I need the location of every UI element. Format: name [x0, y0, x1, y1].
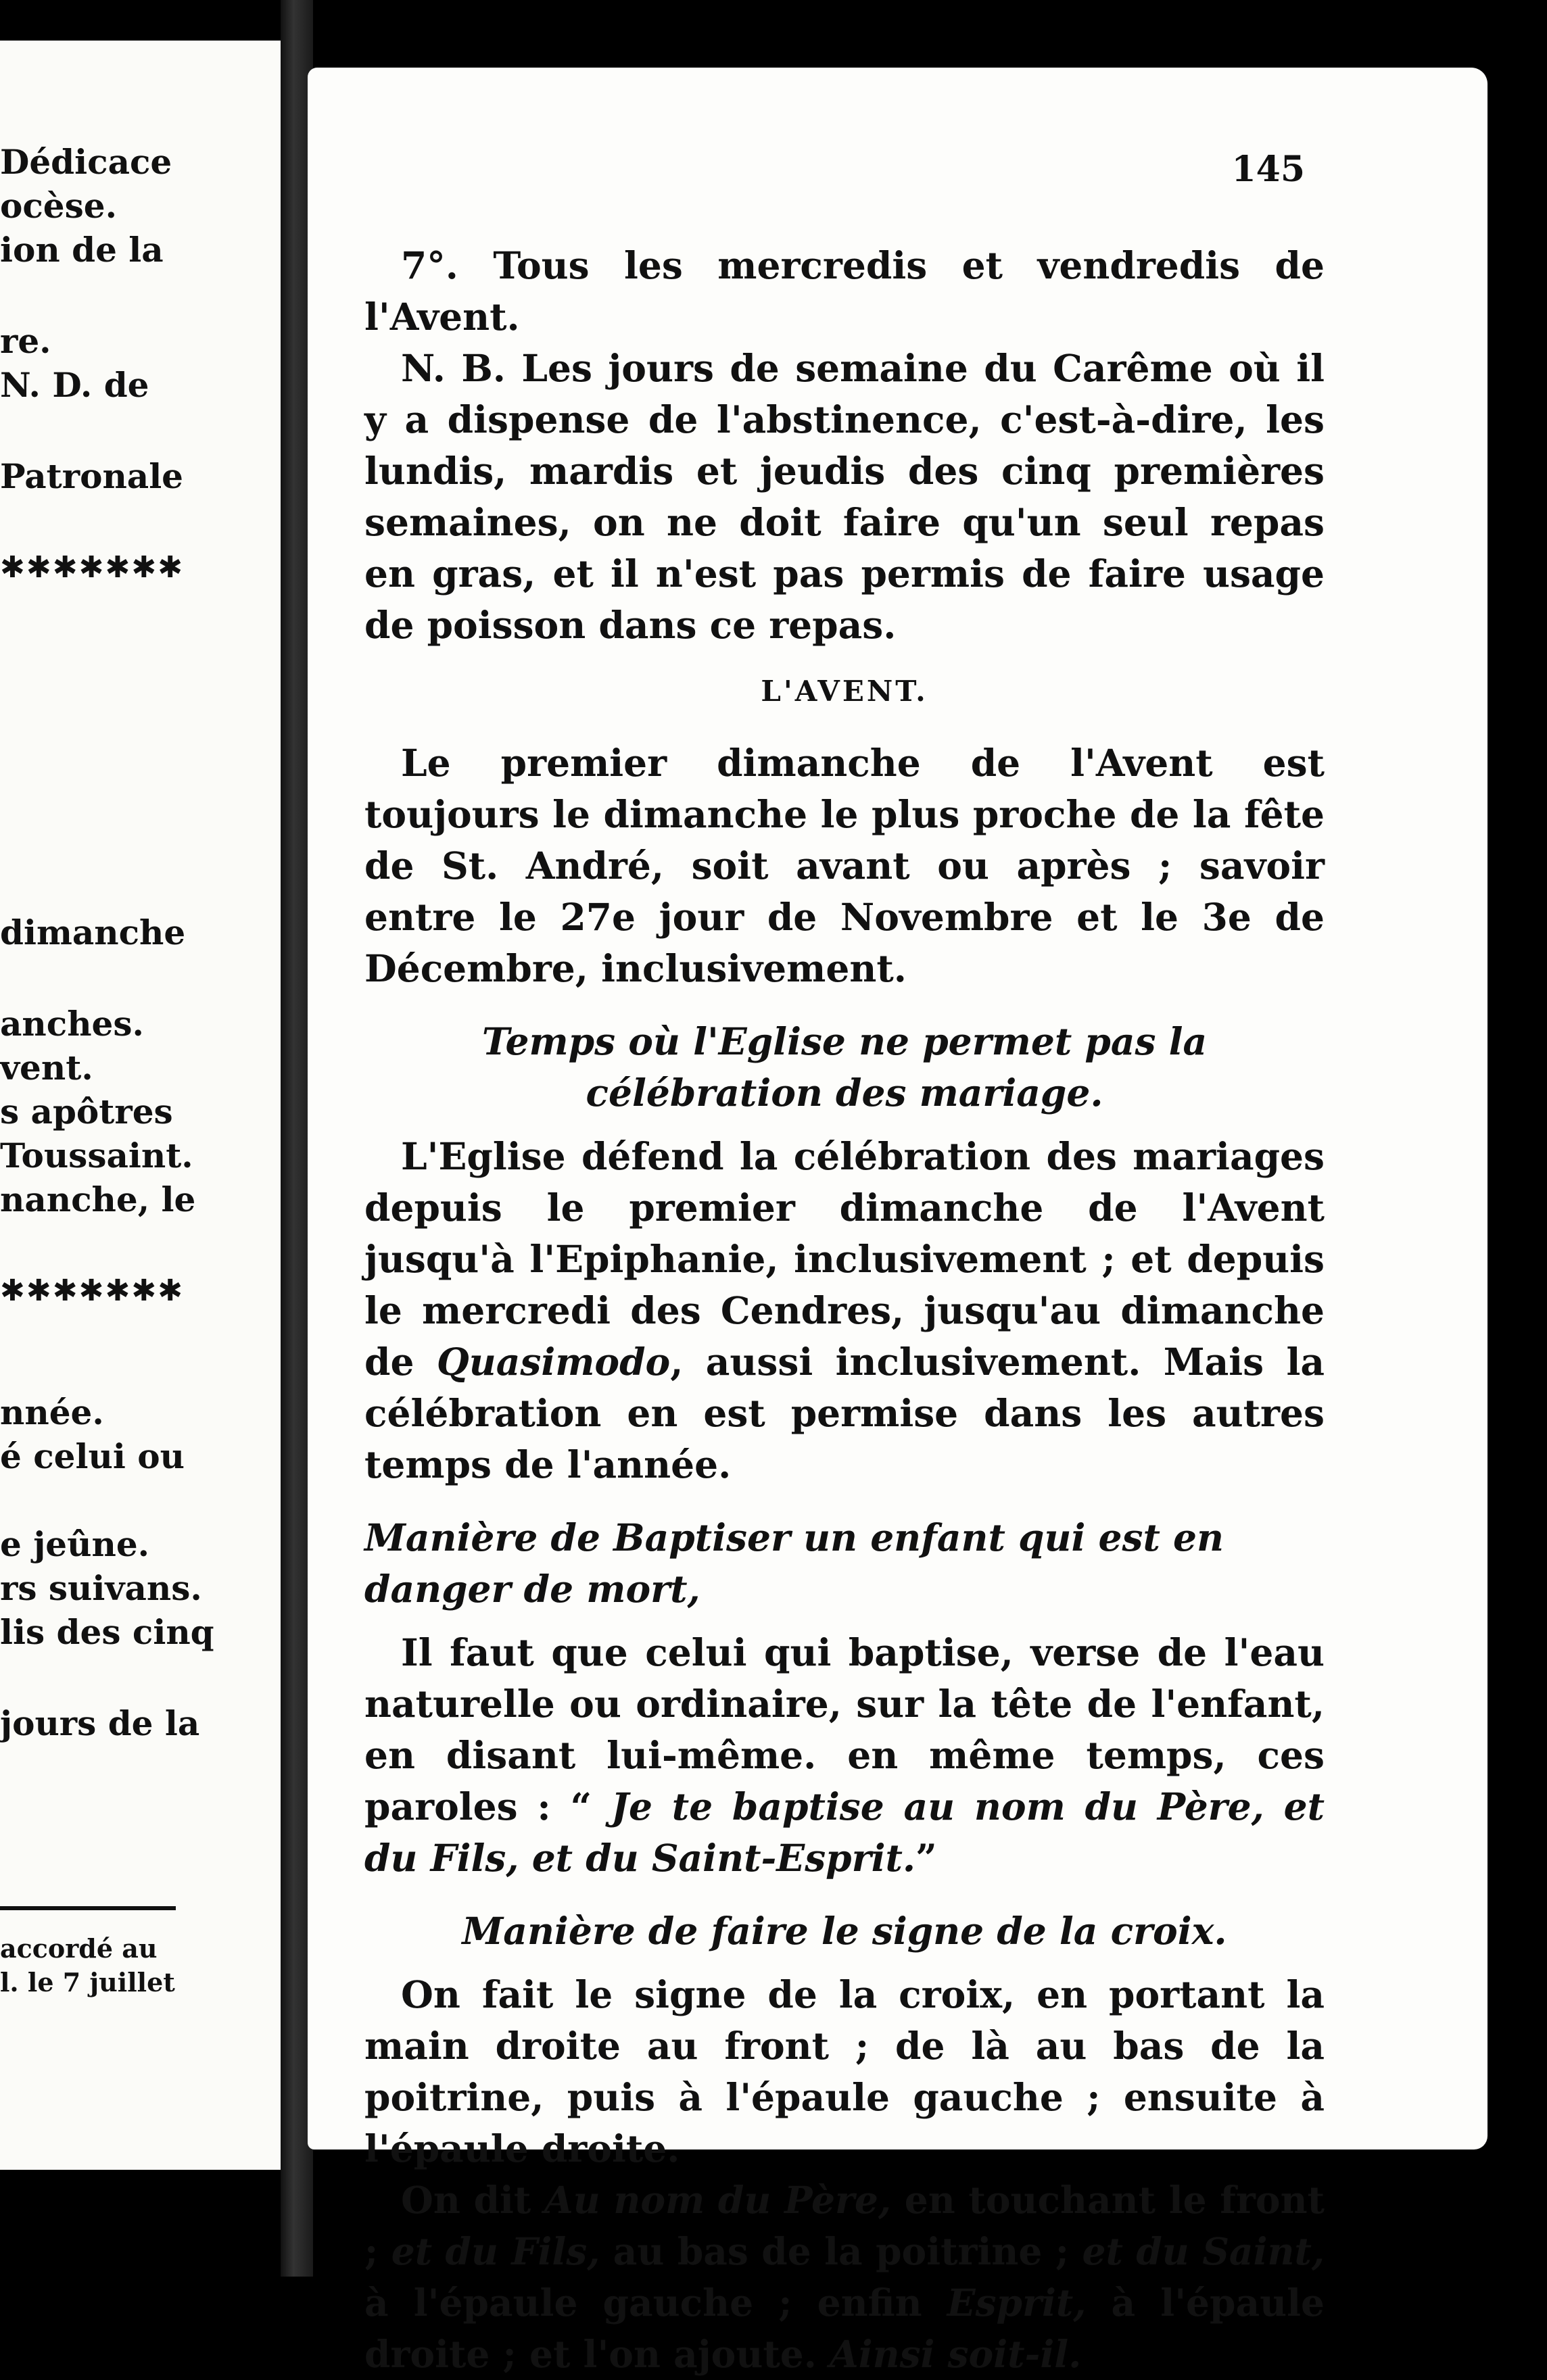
item-7-paragraph: 7°. Tous les mercredis et vendredis de l'Avent. [364, 243, 1325, 339]
left-page-line: ocèse. [0, 186, 117, 226]
baptiser-text: Il faut que celui qui baptise, verse de l'eau naturelle ou ordinaire, sur la tête de l'enfant, en disant lui-même. en même temps, ces paroles : “ [364, 1630, 1325, 1828]
left-page-line: lis des cinq [0, 1612, 214, 1652]
croix-italic: Au nom du Père, [544, 2178, 892, 2222]
croix-italic: et du Saint, [1082, 2229, 1325, 2273]
croix-heading: Manière de faire le signe de la croix. [462, 1909, 1227, 1953]
baptism-formula: Je te baptise au nom du Père, et du Fils, et du Saint-Esprit. [364, 1784, 1325, 1880]
avent-paragraph: Le premier dimanche de l'Avent est toujours le dimanche le plus proche de la fête de St. André, soit avant ou après ; savoir entre le 27e jour de Novembre et le 3e de Décembre, inclusivement. [364, 741, 1325, 990]
left-page-line: anches. [0, 1004, 144, 1044]
left-page-line: vent. [0, 1048, 93, 1088]
left-page-line: é celui ou [0, 1436, 185, 1476]
left-page-line: s apôtres [0, 1092, 173, 1132]
left-page-line: nanche, le [0, 1180, 196, 1219]
quasimodo-italic: Quasimodo [436, 1340, 671, 1384]
left-page-line: rs suivans. [0, 1568, 202, 1608]
left-page-line: Toussaint. [0, 1136, 193, 1175]
page-number: 145 [1231, 149, 1305, 190]
croix-italic: Esprit, [947, 2281, 1087, 2325]
mariage-text: , aussi inclusivement. Mais la célébration en est permise dans les autres temps de l'année. [364, 1340, 1325, 1486]
left-page-line: nnée. [0, 1392, 104, 1432]
avent-heading: L'AVENT. [761, 675, 928, 708]
mariage-text: L'Eglise défend la célébration des mariages depuis le premier dimanche de l'Avent jusqu'à l'Epiphanie, inclusivement ; et depuis le mercredi des Cendres, jusqu'au dimanche de [364, 1134, 1325, 1384]
left-page-line: re. [0, 321, 51, 361]
croix-paragraph-2 [364, 2175, 1325, 2380]
baptiser-heading: Manière de Baptiser un enfant qui est en danger de mort, [364, 1515, 1224, 1611]
footnote-rule [0, 1906, 176, 1910]
footnote-line: l. le 7 juillet [0, 1967, 175, 1997]
left-page-line: e jeûne. [0, 1524, 150, 1564]
left-page-line: N. D. de [0, 365, 149, 405]
ornament-border: ✱✱✱✱✱✱✱ [0, 1273, 185, 1308]
footnote-line: accordé au [0, 1933, 158, 1964]
croix-text: On dit [401, 2178, 545, 2222]
mariage-paragraph [364, 1131, 1325, 1490]
ornament-border: ✱✱✱✱✱✱✱ [0, 550, 185, 585]
book-page [308, 68, 1488, 2376]
croix-paragraph: On fait le signe de la croix, en portant la main droite au front ; de là au bas de la poitrine, puis à l'épaule gauche ; ensuite à l'épaule droite. [364, 1972, 1325, 2170]
left-page-line: Dédicace [0, 142, 172, 182]
baptiser-paragraph [364, 1627, 1325, 1884]
left-page-fragment [0, 41, 285, 2170]
croix-italic: et du Fils, [391, 2229, 600, 2273]
left-page-line: jours de la [0, 1703, 200, 1743]
croix-text: au bas de la poitrine ; [600, 2229, 1082, 2273]
croix-text: à l'épaule droite ; et l'on ajoute. [364, 2281, 1325, 2376]
baptiser-text: ” [915, 1836, 937, 1880]
left-page-line: dimanche [0, 913, 186, 952]
nota-bene-paragraph: N. B. Les jours de semaine du Carême où il y a dispense de l'abstinence, c'est-à-dire, les lundis, mardis et jeudis des cinq premières semaines, on ne doit faire qu'un seul repas en gras, et il n'est pas permis de faire usage de poisson dans ce repas. [364, 346, 1325, 647]
left-page-line: ion de la [0, 230, 164, 270]
mariage-heading: Temps où l'Eglise ne permet pas la célébration des mariage. [481, 1019, 1208, 1115]
croix-italic: Ainsi soit-il. [830, 2332, 1082, 2376]
croix-text: à l'épaule gauche ; enfin [364, 2281, 947, 2325]
croix-text: en touchant le front ; [364, 2178, 1325, 2273]
page-text [364, 240, 1325, 2380]
left-page-line: Patronale [0, 456, 183, 496]
